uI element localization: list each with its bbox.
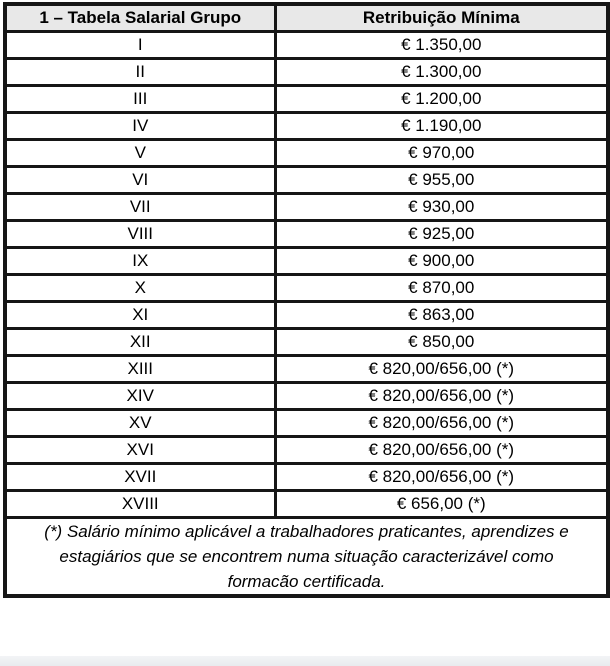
table-row (5, 112, 608, 139)
value-cell: € 1.300,00 (275, 58, 608, 85)
value-cell: € 925,00 (275, 220, 608, 247)
group-cell: II (5, 58, 275, 85)
footnote-line: (*) Salário mínimo aplicável a trabalhadores praticantes, aprendizes e (44, 521, 569, 541)
group-cell: XII (5, 328, 275, 355)
group-cell: XI (5, 301, 275, 328)
group-cell: VII (5, 193, 275, 220)
footnote-line: estagiários que se encontrem numa situação caracterizável como (59, 546, 554, 566)
table-row (5, 193, 608, 220)
group-cell: XVI (5, 436, 275, 463)
table-row (5, 31, 608, 58)
value-cell: € 870,00 (275, 274, 608, 301)
group-cell: III (5, 85, 275, 112)
table-row (5, 220, 608, 247)
salary-table (3, 2, 610, 598)
table-body (5, 31, 608, 517)
footnote-cell (5, 517, 608, 596)
header-group-column: 1 – Tabela Salarial Grupo (5, 4, 275, 31)
group-cell: IV (5, 112, 275, 139)
value-cell: € 850,00 (275, 328, 608, 355)
table-row (5, 274, 608, 301)
value-cell: € 1.350,00 (275, 31, 608, 58)
table-row (5, 355, 608, 382)
group-cell: XVIII (5, 490, 275, 517)
group-cell: IX (5, 247, 275, 274)
value-cell: € 820,00/656,00 (*) (275, 382, 608, 409)
group-cell: VI (5, 166, 275, 193)
table-row (5, 85, 608, 112)
value-cell: € 930,00 (275, 193, 608, 220)
table-row (5, 463, 608, 490)
group-cell: I (5, 31, 275, 58)
table-footer (5, 517, 608, 596)
header-row (5, 4, 608, 31)
salary-table-header (5, 4, 608, 31)
value-cell: € 820,00/656,00 (*) (275, 409, 608, 436)
table-row (5, 58, 608, 85)
table-row (5, 328, 608, 355)
value-cell: € 900,00 (275, 247, 608, 274)
group-cell: XIV (5, 382, 275, 409)
value-cell: € 970,00 (275, 139, 608, 166)
value-cell: € 820,00/656,00 (*) (275, 436, 608, 463)
group-cell: XIII (5, 355, 275, 382)
value-cell: € 1.190,00 (275, 112, 608, 139)
page-gap-strip (0, 656, 610, 666)
value-cell: € 820,00/656,00 (*) (275, 463, 608, 490)
value-cell: € 656,00 (*) (275, 490, 608, 517)
table-row (5, 409, 608, 436)
group-cell: X (5, 274, 275, 301)
footnote-row (5, 517, 608, 596)
value-cell: € 863,00 (275, 301, 608, 328)
group-cell: V (5, 139, 275, 166)
table-row (5, 166, 608, 193)
value-cell: € 820,00/656,00 (*) (275, 355, 608, 382)
footnote-line: formacão certificada. (227, 571, 386, 591)
table-row (5, 490, 608, 517)
group-cell: XV (5, 409, 275, 436)
table-row (5, 436, 608, 463)
value-cell: € 955,00 (275, 166, 608, 193)
table-row (5, 301, 608, 328)
header-minimum-pay-column: Retribuição Mínima (275, 4, 608, 31)
table-row (5, 247, 608, 274)
group-cell: VIII (5, 220, 275, 247)
value-cell: € 1.200,00 (275, 85, 608, 112)
group-cell: XVII (5, 463, 275, 490)
table-row (5, 139, 608, 166)
table-row (5, 382, 608, 409)
